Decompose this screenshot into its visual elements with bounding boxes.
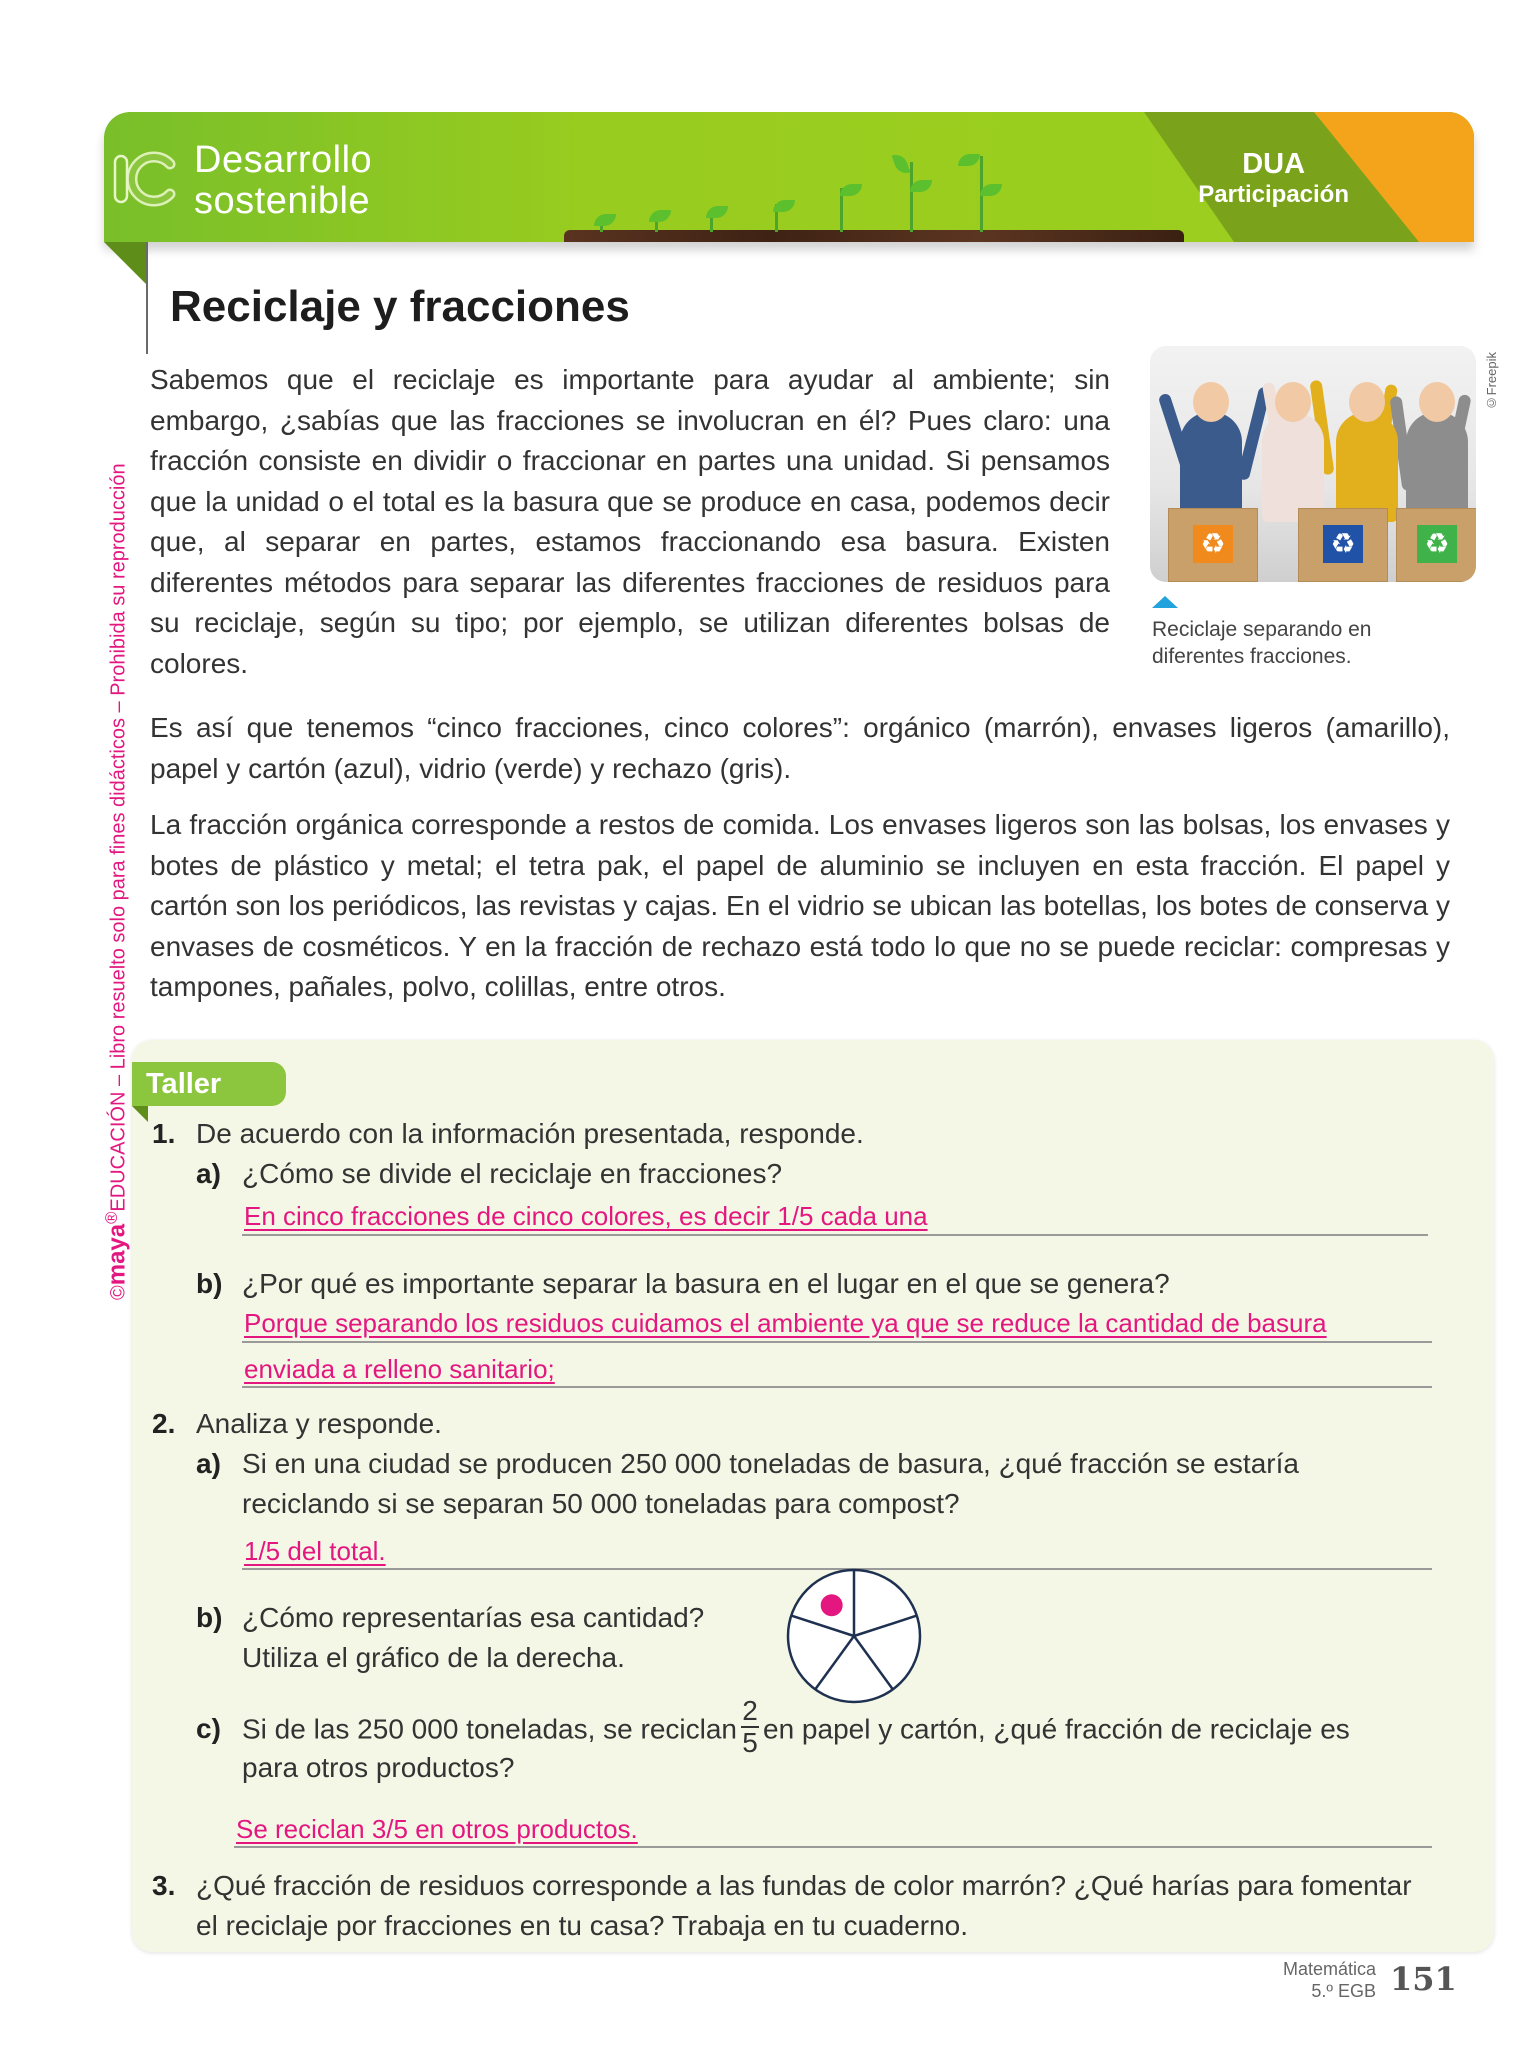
answer-line bbox=[242, 1341, 1432, 1343]
fractions-paragraph: La fracción orgánica corresponde a restos de comida. Los envases ligeros son las bolsas, los envases y botes de plástico y metal; el tetra pak, el papel de aluminio se incluyen en esta fracción. El papel y cartón son los periódicos, las revistas y cajas. En el vidrio se ubican las botellas, los botes de conserva y envases de cosméticos. Y en la fracción de rechazo está todo lo que no se puede reciclar: compresas y tampones, pañales, polvo, colillas, entre otros. bbox=[150, 809, 1450, 1002]
question-text: Analiza y responde. bbox=[196, 1408, 442, 1439]
item-text-line1: ¿Cómo representarías esa cantidad? bbox=[242, 1602, 705, 1633]
answer-line bbox=[234, 1846, 1432, 1848]
fraction-pie-chart[interactable] bbox=[784, 1566, 924, 1706]
section-banner bbox=[104, 112, 1474, 242]
copyright-watermark bbox=[102, 463, 132, 1300]
page-number: 151 bbox=[1390, 1960, 1457, 1998]
item-label: c) bbox=[196, 1713, 221, 1745]
question-text: De acuerdo con la información presentada, responde. bbox=[196, 1118, 864, 1149]
fraction-denominator: 5 bbox=[742, 1727, 758, 1758]
ic-logo-icon bbox=[112, 148, 176, 208]
subject-name: Matemática bbox=[1282, 1959, 1376, 1979]
question-3 bbox=[152, 1866, 1452, 1946]
recycling-box bbox=[1396, 508, 1476, 582]
item-label: b) bbox=[196, 1268, 223, 1299]
question-2 bbox=[152, 1404, 442, 1444]
caption-line2: diferentes fracciones. bbox=[1152, 645, 1352, 668]
registered-symbol: ® bbox=[102, 1211, 121, 1224]
section-title-line2: sostenible bbox=[194, 180, 371, 222]
dua-label: DUA bbox=[1242, 148, 1306, 180]
item-text-after: en papel y cartón, ¿qué fracción de reciclaje es bbox=[763, 1713, 1350, 1745]
caption-line1: Reciclaje separando en bbox=[1152, 618, 1372, 641]
item-label: b) bbox=[196, 1602, 223, 1633]
question-text-line2: el reciclaje por fracciones en tu casa? Trabaja en tu cuaderno. bbox=[196, 1910, 969, 1941]
photo-child bbox=[1406, 412, 1468, 522]
page-title: Reciclaje y fracciones bbox=[170, 282, 630, 331]
fraction-numerator: 2 bbox=[742, 1695, 758, 1726]
question-1 bbox=[152, 1114, 864, 1154]
recycling-kids-photo bbox=[1150, 346, 1476, 582]
item-text: ¿Cómo se divide el reciclaje en fracciones? bbox=[242, 1158, 783, 1189]
photo-credit: ©Freepik bbox=[1484, 352, 1499, 411]
question-1b bbox=[196, 1264, 1170, 1304]
colors-paragraph: Es así que tenemos “cinco fracciones, cinco colores”: orgánico (marrón), envases ligeros (amarillo), papel y cartón (azul), vidrio (verde) y rechazo (gris). bbox=[150, 712, 1450, 784]
photo-child bbox=[1180, 412, 1242, 522]
question-text-line1: ¿Qué fracción de residuos corresponde a las fundas de color marrón? ¿Qué harías para fomentar bbox=[196, 1870, 1412, 1901]
question-number: 2. bbox=[152, 1408, 176, 1439]
item-label: a) bbox=[196, 1158, 221, 1189]
question-2b bbox=[196, 1598, 704, 1678]
item-text-line2: reciclando si se separan 50 000 toneladas para compost? bbox=[242, 1488, 960, 1519]
recycling-box bbox=[1298, 508, 1388, 582]
item-text-line2: Utiliza el gráfico de la derecha. bbox=[242, 1642, 625, 1673]
copyright-symbol: © bbox=[107, 1285, 130, 1300]
answer-1a[interactable]: En cinco fracciones de cinco colores, es decir 1/5 cada una bbox=[244, 1201, 928, 1231]
question-1a bbox=[196, 1154, 782, 1194]
brand-name: maya bbox=[103, 1223, 131, 1286]
footer-subject bbox=[1283, 1958, 1376, 2002]
pie-mark-dot bbox=[821, 1594, 843, 1616]
item-text-before: Si de las 250 000 toneladas, se reciclan bbox=[242, 1713, 737, 1745]
question-2c bbox=[196, 1695, 1446, 1788]
dua-subtitle: Participación bbox=[1198, 181, 1349, 208]
recycling-box bbox=[1168, 508, 1258, 582]
dua-badge bbox=[1198, 148, 1349, 210]
caption-triangle-icon bbox=[1152, 596, 1178, 608]
intro-paragraph: Sabemos que el reciclaje es importante para ayudar al ambiente; sin embargo, ¿sabías que las fracciones se involucran en él? Pues claro: una fracción consiste en dividir o fraccionar en partes una unidad. Si pensamos que la unidad o el total es la basura que se produce en casa, podemos decir que, al separar en partes, estamos fraccionando esa basura. Existen diferentes métodos para separar las diferentes fracciones de residuos para su reciclaje, según su tipo; por ejemplo, se utilizan diferentes bolsas de colores. bbox=[150, 364, 1110, 679]
taller-tab: Taller bbox=[132, 1062, 286, 1106]
answer-1b-line2[interactable]: enviada a relleno sanitario; bbox=[244, 1354, 555, 1384]
recycle-icon: ♻ bbox=[1417, 525, 1457, 563]
title-rule bbox=[146, 242, 148, 354]
answer-line bbox=[242, 1234, 1428, 1236]
recycle-icon: ♻ bbox=[1193, 525, 1233, 563]
question-number: 3. bbox=[152, 1870, 176, 1901]
section-title bbox=[194, 140, 372, 222]
item-text: ¿Por qué es importante separar la basura en el lugar en el que se genera? bbox=[242, 1268, 1170, 1299]
section-title-line1: Desarrollo bbox=[194, 139, 373, 181]
answer-2a[interactable]: 1/5 del total. bbox=[244, 1536, 386, 1566]
fraction bbox=[741, 1696, 759, 1758]
photo-caption bbox=[1152, 616, 1371, 670]
photo-child bbox=[1336, 412, 1398, 522]
question-2a bbox=[196, 1444, 1446, 1524]
photo-child bbox=[1262, 412, 1324, 522]
item-text-line1: Si en una ciudad se producen 250 000 toneladas de basura, ¿qué fracción se estaría bbox=[242, 1448, 1299, 1479]
item-label: a) bbox=[196, 1448, 221, 1479]
answer-line bbox=[242, 1386, 1432, 1388]
watermark-text: EDUCACIÓN – Libro resuelto solo para fines didácticos – Prohibida su reproducción bbox=[107, 463, 130, 1212]
item-text-line2: para otros productos? bbox=[242, 1752, 515, 1783]
question-number: 1. bbox=[152, 1118, 176, 1149]
recycle-icon: ♻ bbox=[1323, 525, 1363, 563]
answer-1b-line1[interactable]: Porque separando los residuos cuidamos el ambiente ya que se reduce la cantidad de basura bbox=[244, 1308, 1327, 1338]
answer-2c[interactable]: Se reciclan 3/5 en otros productos. bbox=[236, 1814, 638, 1844]
grade-level: 5.º EGB bbox=[1311, 1981, 1376, 2001]
ribbon-fold bbox=[104, 242, 146, 284]
